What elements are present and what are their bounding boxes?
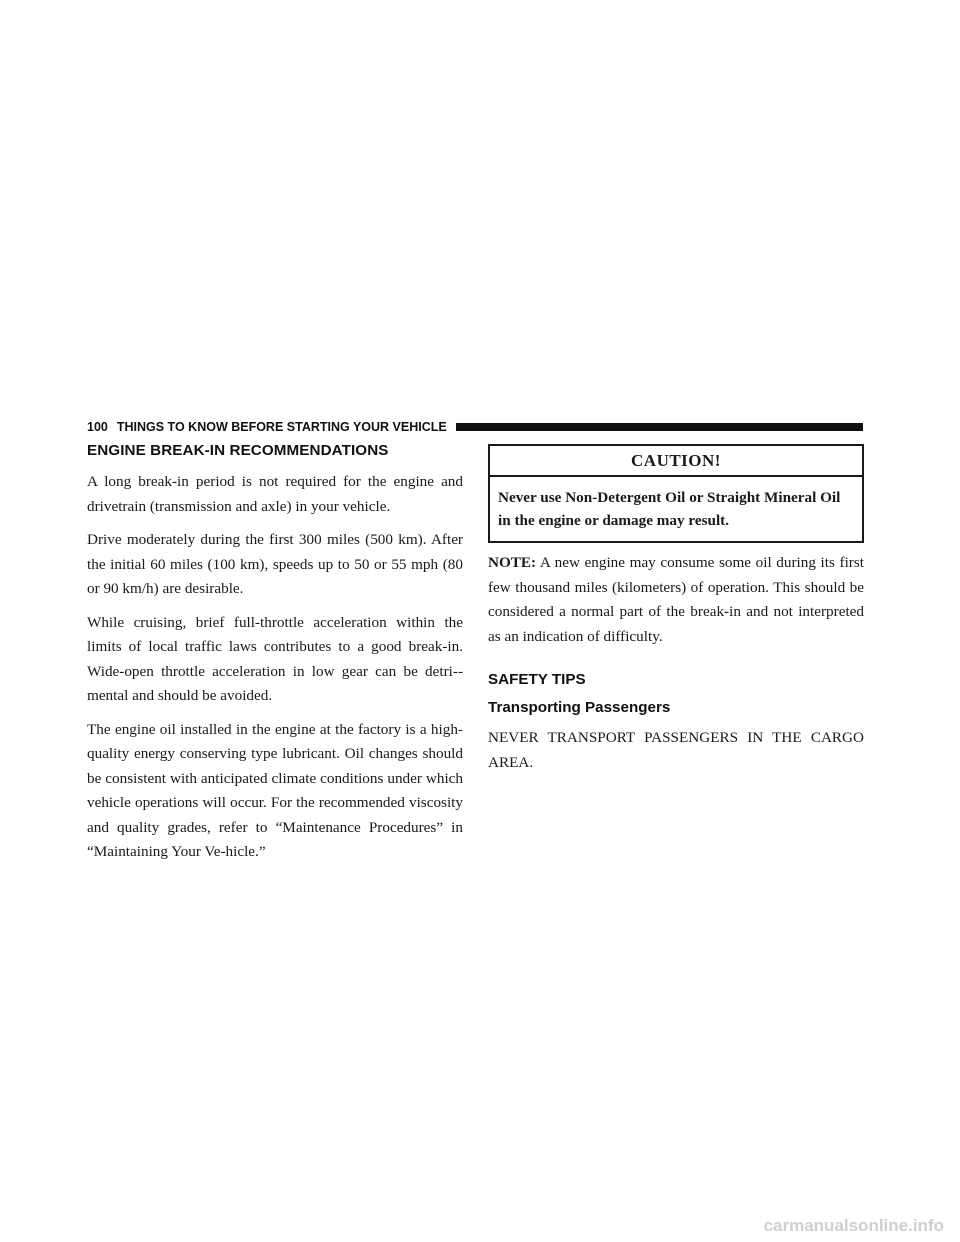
watermark: carmanualsonline.info [763,1216,944,1235]
note-text: A new engine may consume some oil during its first few thousand miles (kilometers) of operation. This should be considered a normal part of the break-in and not interpreted as an indication of difficulty. [488,554,864,645]
header-rule [456,423,863,431]
page-header [87,419,863,435]
left-column [87,442,463,874]
section-heading-engine-break-in: ENGINE BREAK-IN RECOMMENDATIONS [87,442,389,459]
paragraph: NEVER TRANSPORT PASSENGERS IN THE CARGO AREA. [488,729,864,771]
caution-title: CAUTION! [490,446,862,477]
note-paragraph [488,551,864,649]
caution-box [488,444,864,543]
paragraph: A long break-in period is not required for the engine and drivetrain (transmission and axle) in your vehicle. [87,473,463,515]
paragraph: The engine oil installed in the engine at the factory is a high-quality energy conserving type lubricant. Oil changes should be consistent with anticipated climate conditions under which vehicle operations will occur. For the recommended viscosity and quality grades, refer to “Maintenance Procedures” in “Maintaining Your Ve-hicle.” [87,720,463,860]
right-column [488,442,864,784]
page-number: 100 [87,420,108,434]
note-label: NOTE: [488,554,537,571]
section-heading-safety-tips: SAFETY TIPS [488,671,586,688]
paragraph: Drive moderately during the first 300 miles (500 km). After the initial 60 miles (100 km), speeds up to 50 or 55 mph (80 or 90 km/h) are desirable. [87,531,463,597]
subsection-heading-transporting-passengers: Transporting Passengers [488,699,671,716]
paragraph: While cruising, brief full-throttle acceleration within the limits of local traffic laws contributes to a good break-in. Wide-open throttle acceleration in low gear can be detri-mental and should be avoided. [87,613,463,704]
caution-text: Never use Non-Detergent Oil or Straight Mineral Oil in the engine or damage may result. [498,489,841,529]
chapter-title: THINGS TO KNOW BEFORE STARTING YOUR VEHICLE [116,420,447,434]
